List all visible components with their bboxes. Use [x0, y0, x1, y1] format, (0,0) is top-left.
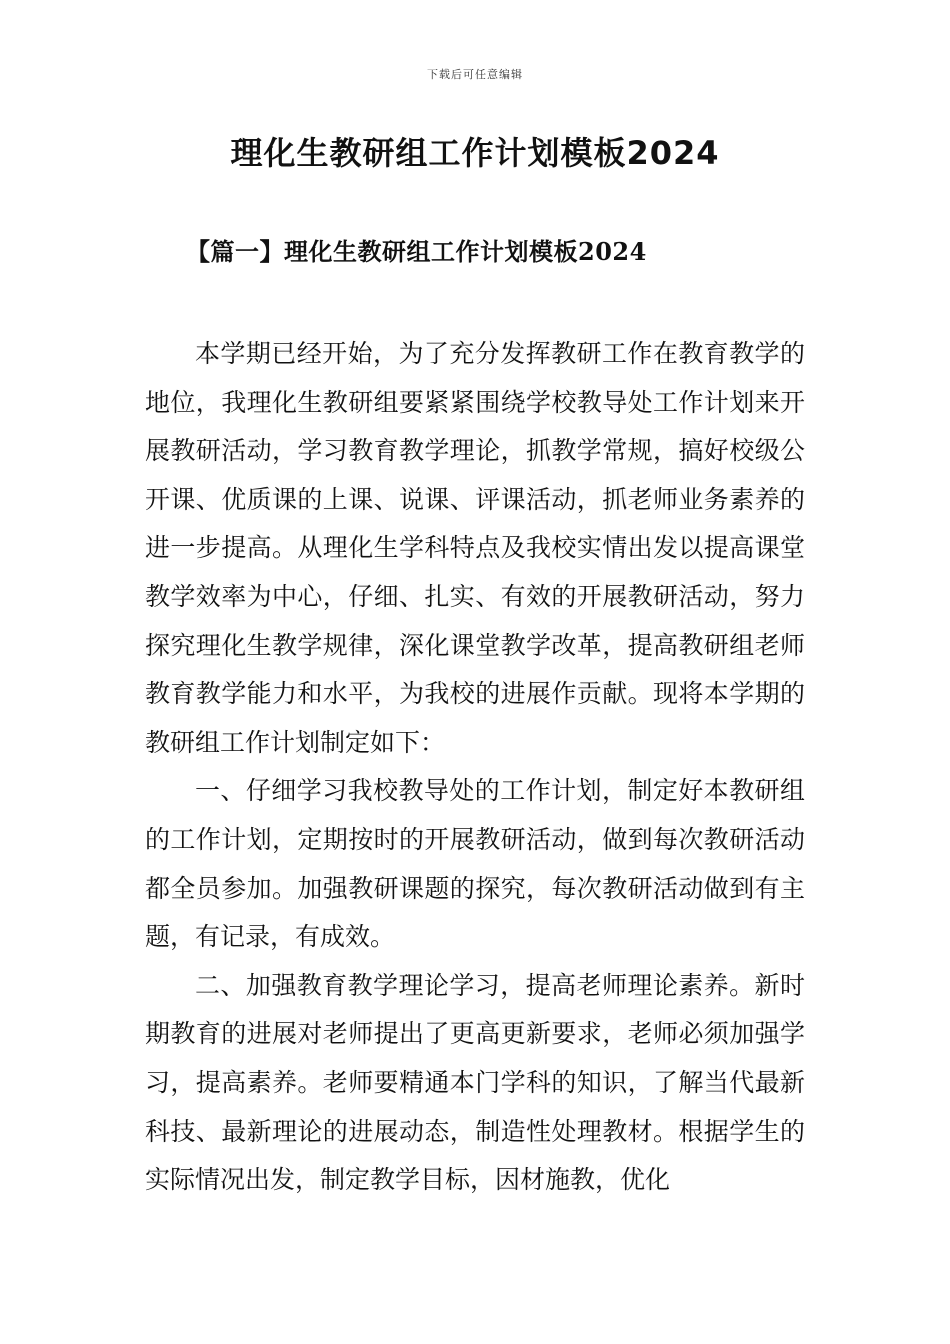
paragraph-intro: 本学期已经开始，为了充分发挥教研工作在教育教学的地位，我理化生教研组要紧紧围绕学校教导处工作计划来开展教研活动，学习教育教学理论，抓教学常规，搞好校级公开课、优质课的上课、说课、评课活动，抓老师业务素养的进一步提高。从理化生学科特点及我校实情出发以提高课堂教学效率为中心，仔细、扎实、有效的开展教研活动，努力探究理化生教学规律，深化课堂教学改革，提高教研组老师教育教学能力和水平，为我校的进展作贡献。现将本学期的教研组工作计划制定如下：: [145, 339, 805, 757]
body-text: [145, 330, 805, 1205]
paragraph-item-2: 二、加强教育教学理论学习，提高老师理论素养。新时期教育的进展对老师提出了更高更新要求，老师必须加强学习，提高素养。老师要精通本门学科的知识，了解当代最新科技、最新理论的进展动态，制造性处理教材。根据学生的实际情况出发，制定教学目标，因材施教，优化: [145, 970, 805, 1195]
paragraph-item-1: 一、仔细学习我校教导处的工作计划，制定好本教研组的工作计划，定期按时的开展教研活动，做到每次教研活动都全员参加。加强教研课题的探究，每次教研活动做到有主题，有记录，有成效。: [145, 776, 805, 952]
page-title: 理化生教研组工作计划模板2024: [230, 134, 720, 172]
section-heading: 【篇一】理化生教研组工作计划模板2024: [186, 237, 647, 266]
header-note: 下载后可任意编辑: [427, 68, 523, 81]
